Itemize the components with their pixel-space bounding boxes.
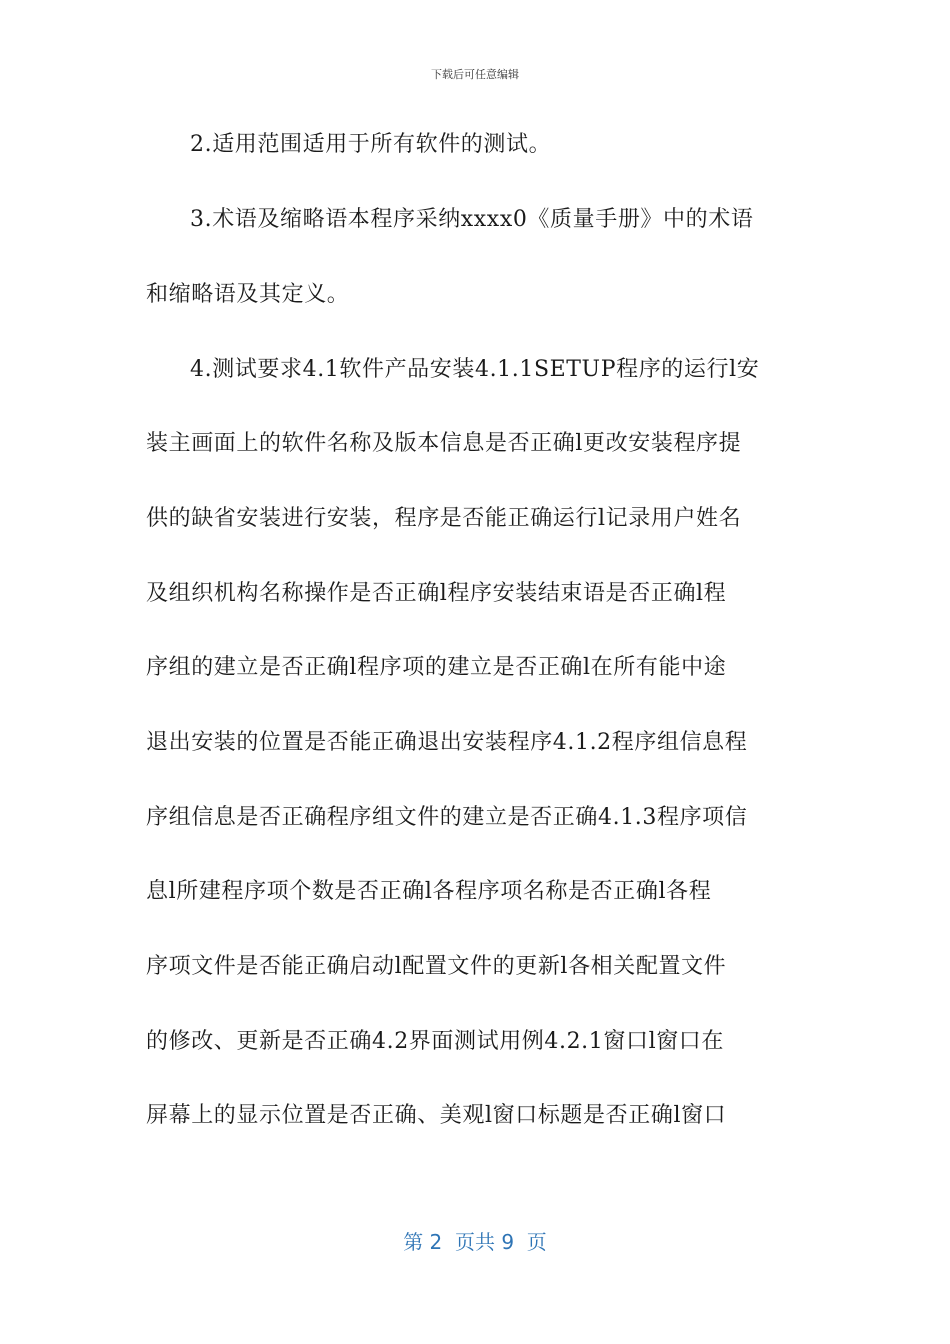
paragraph-line-6: 供的缺省安装进行安装，程序是否能正确运行l记录用户姓名 [146, 506, 742, 531]
paragraph-line-10: 序组信息是否正确程序组文件的建立是否正确4.1.3程序项信 [146, 805, 748, 830]
paragraph-line-12: 序项文件是否能正确启动l配置文件的更新l各相关配置文件 [146, 954, 727, 979]
paragraph-line-4: 4.测试要求4.1软件产品安装4.1.1SETUP程序的运行l安 [190, 357, 760, 382]
paragraph-line-8: 序组的建立是否正确l程序项的建立是否正确l在所有能中途 [146, 655, 727, 680]
paragraph-line-11: 息l所建程序项个数是否正确l各程序项名称是否正确l各程 [146, 879, 712, 904]
page-number-footer: 第 2 页共 9 页 [403, 1230, 547, 1254]
paragraph-line-1: 2.适用范围适用于所有软件的测试。 [190, 132, 552, 157]
paragraph-line-14: 屏幕上的显示位置是否正确、美观l窗口标题是否正确l窗口 [146, 1103, 727, 1128]
paragraph-line-3: 和缩略语及其定义。 [146, 282, 350, 307]
paragraph-line-13: 的修改、更新是否正确4.2界面测试用例4.2.1窗口l窗口在 [146, 1029, 725, 1054]
paragraph-line-5: 装主画面上的软件名称及版本信息是否正确l更改安装程序提 [146, 431, 742, 456]
paragraph-line-9: 退出安装的位置是否能正确退出安装程序4.1.2程序组信息程 [146, 730, 748, 755]
page-header: 下载后可任意编辑 [431, 68, 519, 81]
paragraph-line-2: 3.术语及缩略语本程序采纳xxxx0《质量手册》中的术语 [190, 207, 754, 232]
paragraph-line-7: 及组织机构名称操作是否正确l程序安装结束语是否正确l程 [146, 581, 727, 606]
